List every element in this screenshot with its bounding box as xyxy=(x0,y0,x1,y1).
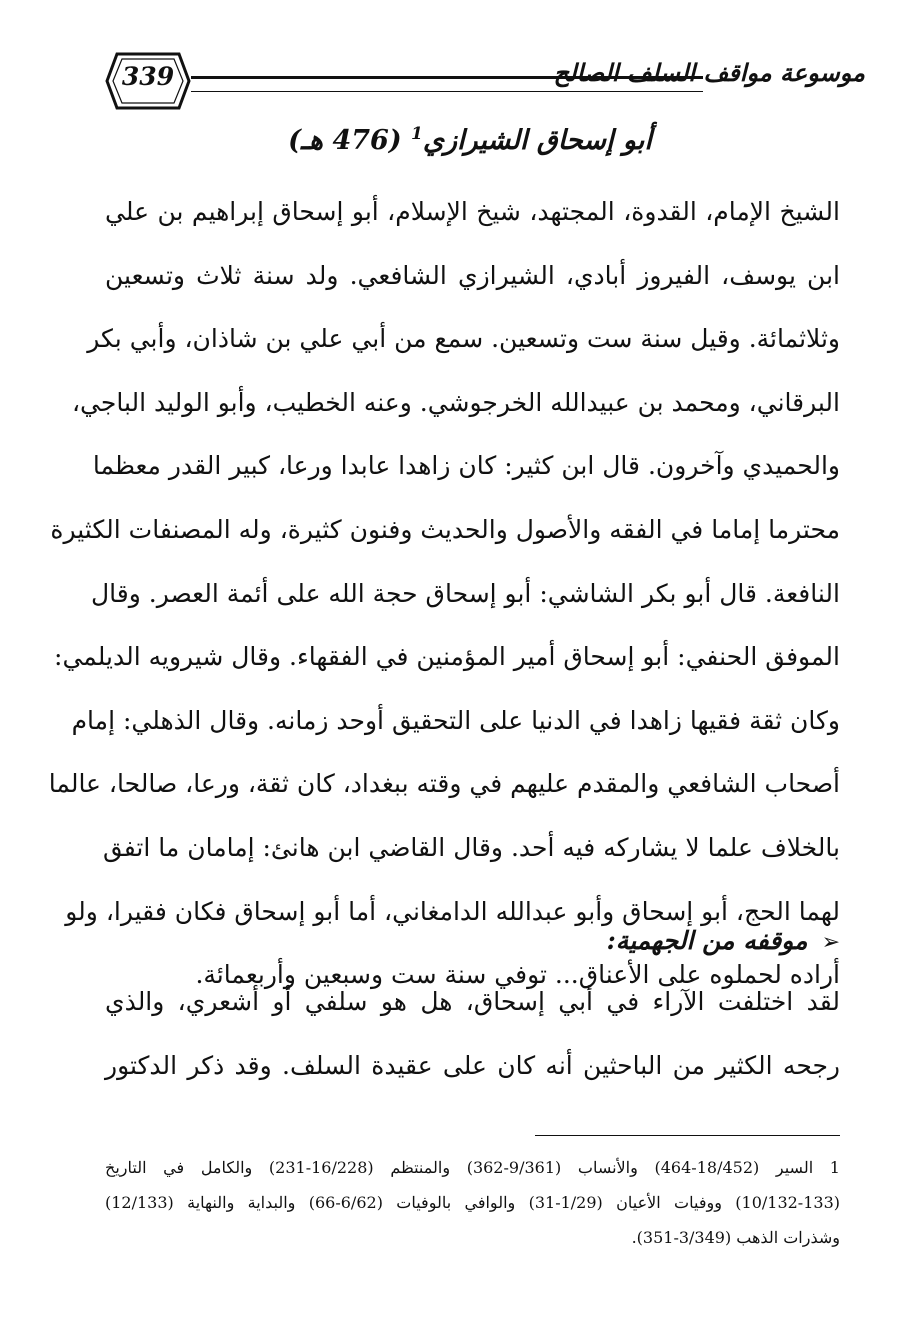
entry-title xyxy=(270,124,670,156)
body-line: وكان ثقة فقيها زاهدا في الدنيا على التحقيق أوحد زمانه. وقال الذهلي: إمام xyxy=(71,705,840,735)
body-line: ابن يوسف، الفيروز أبادي، الشيرازي الشافعي. ولد سنة ثلاث وتسعين xyxy=(105,260,840,290)
body-line: النافعة. قال أبو بكر الشاشي: أبو إسحاق حجة الله على أئمة العصر. وقال xyxy=(91,578,840,608)
section-paragraph xyxy=(105,970,840,1097)
footnote-line: وشذرات الذهب (3/349-351). xyxy=(631,1228,840,1247)
entry-title-date: (476 هـ) xyxy=(288,125,402,156)
footnote-line: 1 السير (18/452-464) والأنساب (9/361-362) والمنتظم (16/228-231) والكامل في التاريخ xyxy=(105,1158,840,1177)
page-header xyxy=(105,48,865,118)
body-line: رجحه الكثير من الباحثين أنه كان على عقيدة السلف. وقد ذكر الدكتور xyxy=(105,1050,840,1080)
arrow-bullet-icon: ➢ xyxy=(821,930,840,955)
body-line: والحميدي وآخرون. قال ابن كثير: كان زاهدا عابدا ورعا، كبير القدر معظما xyxy=(92,451,840,481)
body-line: لقد اختلفت الآراء في أبي إسحاق، هل هو سلفي أو أشعري، والذي xyxy=(105,987,840,1016)
page-number: 339 xyxy=(121,62,175,91)
body-line: بالخلاف علما لا يشاركه فيه أحد. وقال القاضي ابن هانئ: إمامان ما اتفق xyxy=(102,832,840,862)
entry-title-name: أبو إسحاق الشيرازي xyxy=(422,125,652,156)
body-line: محترما إماما في الفقه والأصول والحديث وفنون كثيرة، وله المصنفات الكثيرة xyxy=(50,514,840,544)
page-number-badge xyxy=(105,48,191,114)
body-line: الشيخ الإمام، القدوة، المجتهد، شيخ الإسلام، أبو إسحاق إبراهيم بن علي xyxy=(105,197,840,226)
section-heading xyxy=(105,916,840,966)
body-line: لهما الحج، أبو إسحاق وأبو عبدالله الدامغاني، أما أبو إسحاق فكان فقيرا، ولو xyxy=(65,896,840,926)
footnote-line: (10/132-133) ووفيات الأعيان (1/29-31) والوافي بالوفيات (6/62-66) والبداية والنهاية (12/133) xyxy=(105,1193,840,1212)
section-heading-text: موقفه من الجهمية: xyxy=(606,926,808,955)
body-paragraph xyxy=(48,180,840,1007)
body-line: الموفق الحنفي: أبو إسحاق أمير المؤمنين في الفقهاء. وقال شيرويه الديلمي: xyxy=(54,642,840,672)
body-line: البرقاني، ومحمد بن عبيدالله الخرجوشي. وعنه الخطيب، وأبو الوليد الباجي، xyxy=(71,387,840,417)
body-line: وثلاثمائة. وقيل سنة ست وتسعين. سمع من أبي علي بن شاذان، وأبي بكر xyxy=(87,324,840,354)
body-line: أراده لحملوه على الأعناق... توفي سنة ست وسبعين وأربعمائة. xyxy=(195,960,840,990)
footnotes xyxy=(105,1150,840,1255)
footnote-reference: 1 xyxy=(411,124,423,144)
running-title: موسوعة مواقف السلف الصالح xyxy=(553,58,865,87)
body-line: أصحاب الشافعي والمقدم عليهم في وقته ببغداد، كان ثقة، ورعا، صالحا، عالما xyxy=(48,769,840,799)
footnote-rule xyxy=(535,1135,840,1136)
